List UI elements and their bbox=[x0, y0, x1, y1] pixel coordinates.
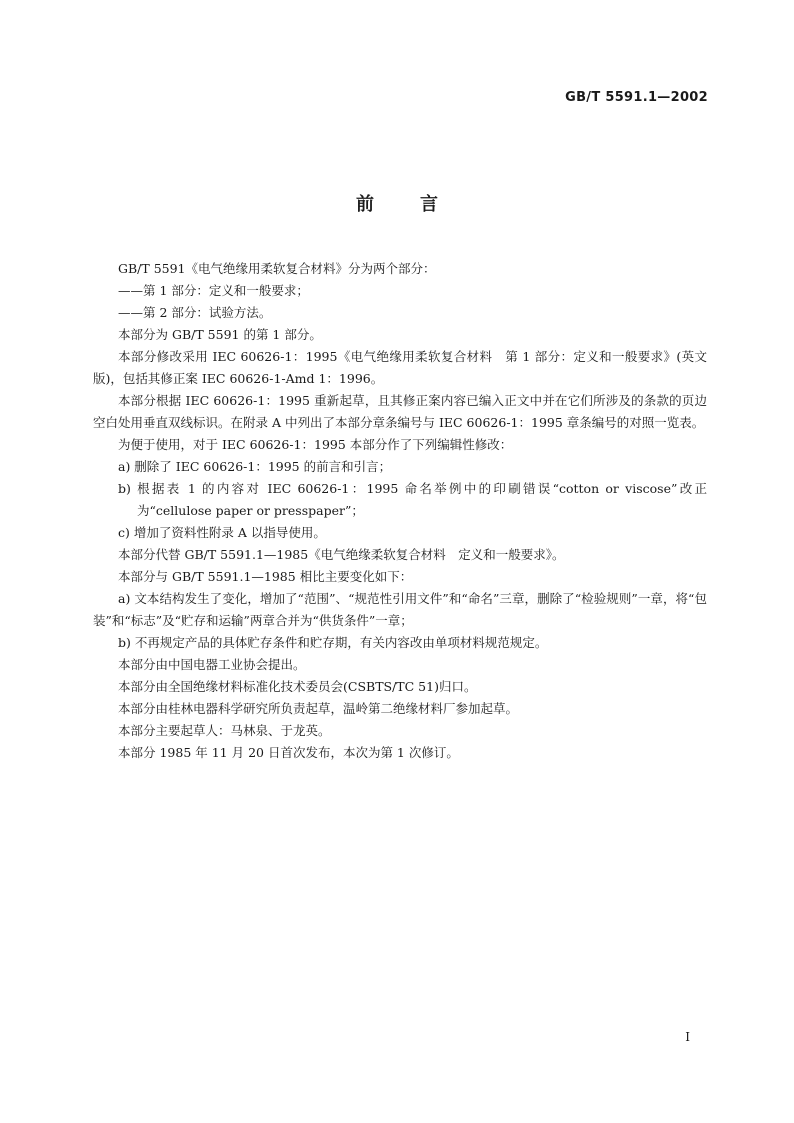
list-item: ——第 2 部分：试验方法。 bbox=[118, 305, 272, 320]
paragraph: 本部分 1985 年 11 月 20 日首次发布，本次为第 1 次修订。 bbox=[118, 745, 459, 760]
list-item: a) 文本结构发生了变化，增加了“范围”、“规范性引用文件”和“命名”三章，删除了“检验规则”一章，将“包装”和“标志”及“贮存和运输”两章合并为“供货条件”一章； bbox=[93, 591, 707, 628]
list-item: b) 根据表 1 的内容对 IEC 60626-1：1995 命名举例中的印刷错误“cotton or viscose”改正为“cellulose paper or presspaper”； bbox=[118, 481, 707, 518]
page-number: I bbox=[685, 1030, 690, 1044]
paragraph: 本部分代替 GB/T 5591.1—1985《电气绝缘柔软复合材料 定义和一般要求》。 bbox=[118, 547, 565, 562]
list-item: ——第 1 部分：定义和一般要求； bbox=[118, 283, 309, 298]
paragraph: 本部分由中国电器工业协会提出。 bbox=[118, 657, 306, 672]
paragraph: 本部分主要起草人：马林泉、于龙英。 bbox=[118, 723, 331, 738]
paragraph: 本部分与 GB/T 5591.1—1985 相比主要变化如下： bbox=[118, 569, 413, 584]
list-item: c) 增加了资料性附录 A 以指导使用。 bbox=[118, 525, 326, 540]
document-body bbox=[93, 258, 707, 764]
page-title: 前言 bbox=[356, 194, 484, 215]
list-item: a) 删除了 IEC 60626-1：1995 的前言和引言； bbox=[118, 459, 392, 474]
paragraph: 本部分修改采用 IEC 60626-1：1995《电气绝缘用柔软复合材料 第 1 部分：定义和一般要求》(英文版)，包括其修正案 IEC 60626-1-Amd 1：1996。 bbox=[93, 349, 707, 386]
paragraph: 本部分为 GB/T 5591 的第 1 部分。 bbox=[118, 327, 322, 342]
paragraph: 本部分由全国绝缘材料标准化技术委员会(CSBTS/TC 51)归口。 bbox=[118, 679, 477, 694]
list-item: b) 不再规定产品的具体贮存条件和贮存期，有关内容改由单项材料规范规定。 bbox=[118, 635, 548, 650]
paragraph: GB/T 5591《电气绝缘用柔软复合材料》分为两个部分： bbox=[118, 261, 436, 276]
paragraph: 为便于使用，对于 IEC 60626-1：1995 本部分作了下列编辑性修改： bbox=[118, 437, 513, 452]
paragraph: 本部分由桂林电器科学研究所负责起草，温岭第二绝缘材料厂参加起草。 bbox=[118, 701, 519, 716]
standard-code: GB/T 5591.1—2002 bbox=[565, 90, 708, 105]
paragraph: 本部分根据 IEC 60626-1：1995 重新起草，且其修正案内容已编入正文中并在它们所涉及的条款的页边空白处用垂直双线标识。在附录 A 中列出了本部分章条编号与 IEC 60626-1：1995 章条编号的对照一览表。 bbox=[93, 393, 707, 430]
